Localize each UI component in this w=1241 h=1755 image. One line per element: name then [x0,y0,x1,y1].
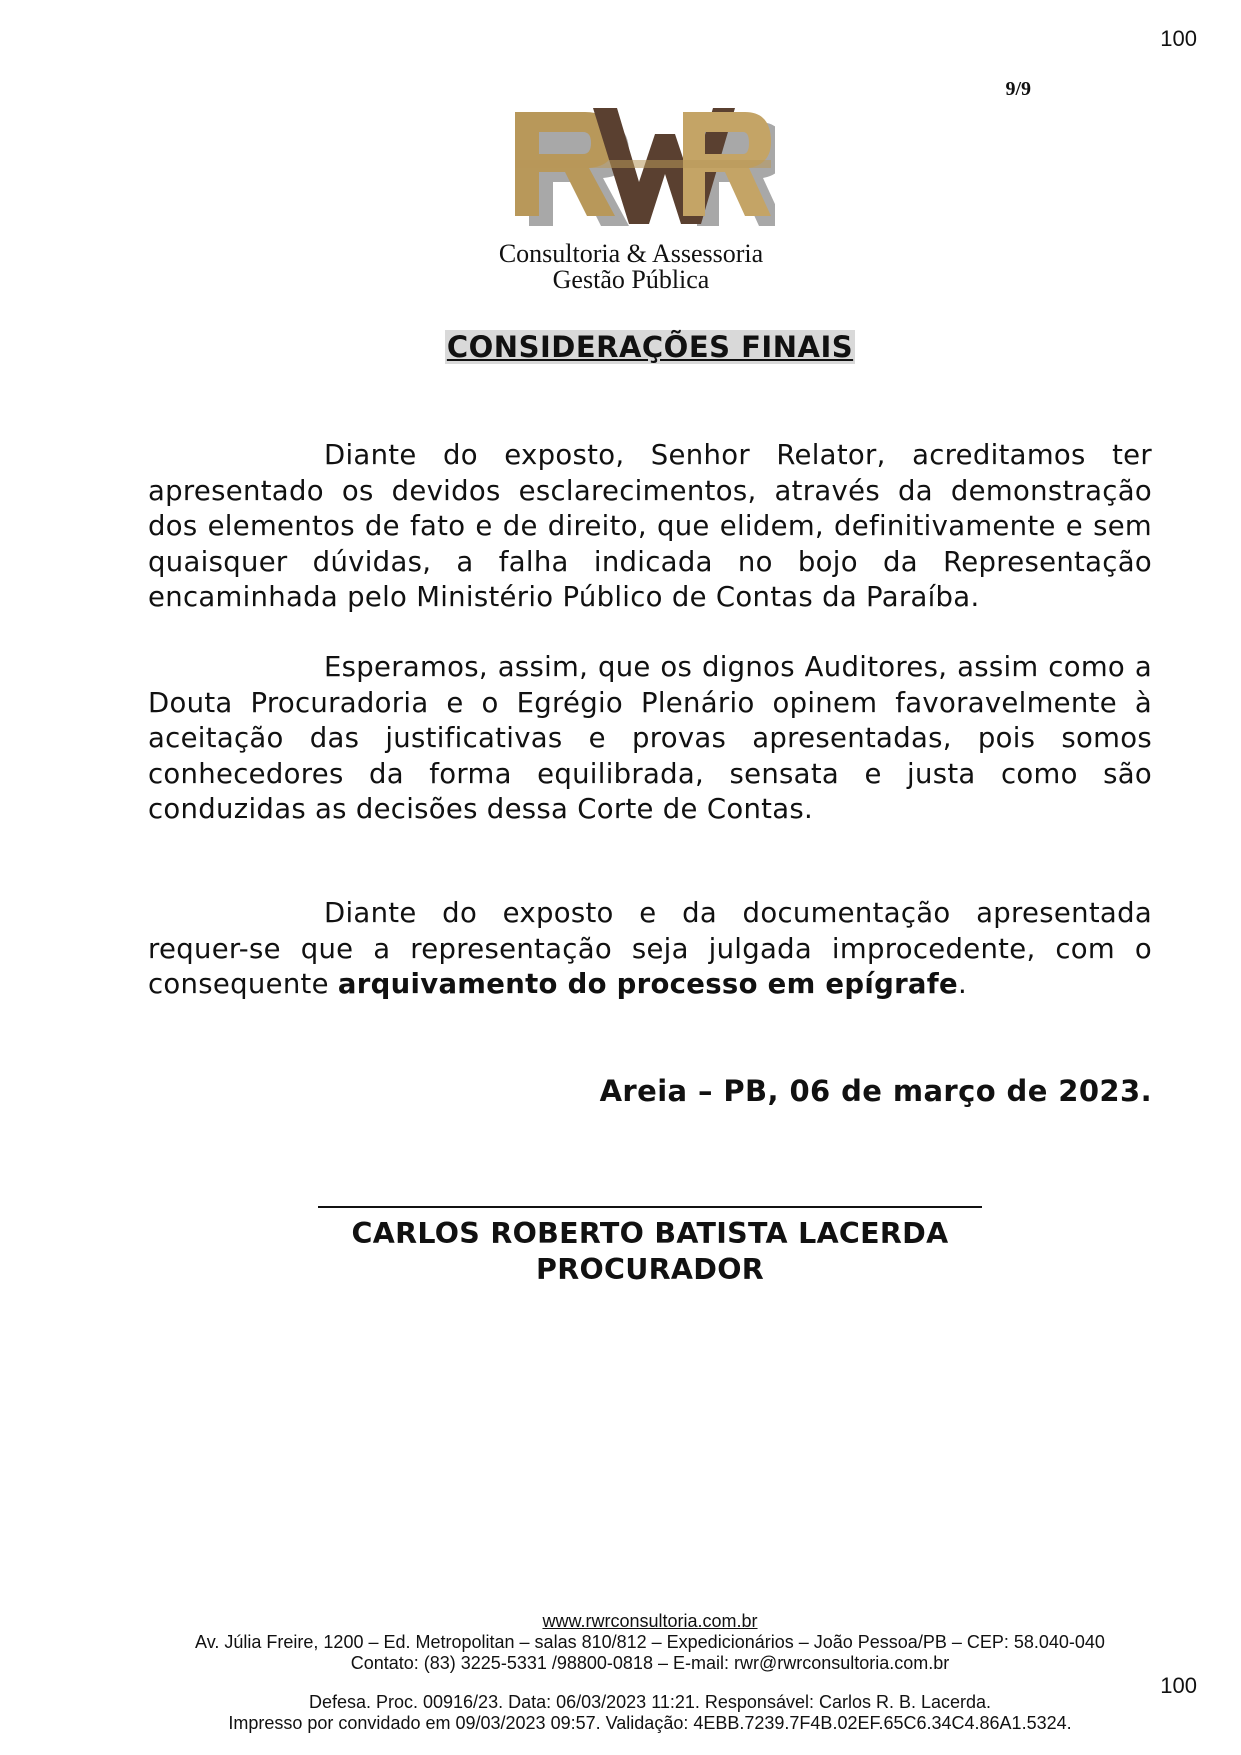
page-number-top: 100 [1160,26,1197,51]
footer-url-link[interactable]: www.rwrconsultoria.com.br [542,1611,758,1631]
company-name-line2: Gestão Pública [552,265,710,294]
page-number-bottom: 100 [1160,1673,1197,1698]
paragraph-2-text: Esperamos, assim, que os dignos Auditores, assim como a Douta Procuradoria e o Egrégio Plenário opinem favoravelmente à aceitação das justificativas e provas apresentadas, pois somos conhecedores da forma equilibrada, sensata e justa como são conduzidas as decisões dessa Corte de Contas. [148,651,1152,825]
signer-name: CARLOS ROBERTO BATISTA LACERDA [351,1217,949,1250]
paragraph-3-text-start: Diante do exposto e da documentação apresentada requer-se que a representação seja julgada improcedente, com o consequente [148,897,1152,1000]
paragraph-3 [148,896,1152,1003]
paragraph-3-text-end: . [958,968,968,1000]
footer-address: Av. Júlia Freire, 1200 – Ed. Metropolitan – salas 810/812 – Expedicionários – João Pessoa/PB – CEP: 58.040-040 [195,1632,1105,1652]
signer-role: PROCURADOR [536,1253,764,1286]
paragraph-1 [148,438,1152,616]
paragraph-2 [148,650,1152,828]
paragraph-1-text: Diante do exposto, Senhor Relator, acreditamos ter apresentado os devidos esclarecimentos, através da demonstração dos elementos de fato e de direito, que elidem, definitivamente e sem quaisquer dúvidas, a falha indicada no bojo da Representação encaminhada pelo Ministério Público de Contas da Paraíba. [148,439,1152,613]
rwr-logo [505,104,775,234]
date-line: Areia – PB, 06 de março de 2023. [599,1074,1152,1108]
signature-line [318,1206,982,1208]
company-name-line1: Consultoria & Assessoria [498,239,764,268]
section-title-text: CONSIDERAÇÕES FINAIS [446,330,854,364]
page-fraction: 9/9 [1005,78,1031,100]
paragraph-3-bold-text: arquivamento do processo em epígrafe [337,968,959,1000]
validation-stamp-line2: Impresso por convidado em 09/03/2023 09:57. Validação: 4EBB.7239.7F4B.02EF.65C6.34C4.86A1.5324. [228,1713,1072,1733]
validation-stamp-line1: Defesa. Proc. 00916/23. Data: 06/03/2023 11:21. Responsável: Carlos R. B. Lacerda. [308,1692,992,1712]
section-title [0,330,1241,364]
footer-contact: Contato: (83) 3225-5331 /98800-0818 – E-mail: rwr@rwrconsultoria.com.br [350,1653,950,1673]
